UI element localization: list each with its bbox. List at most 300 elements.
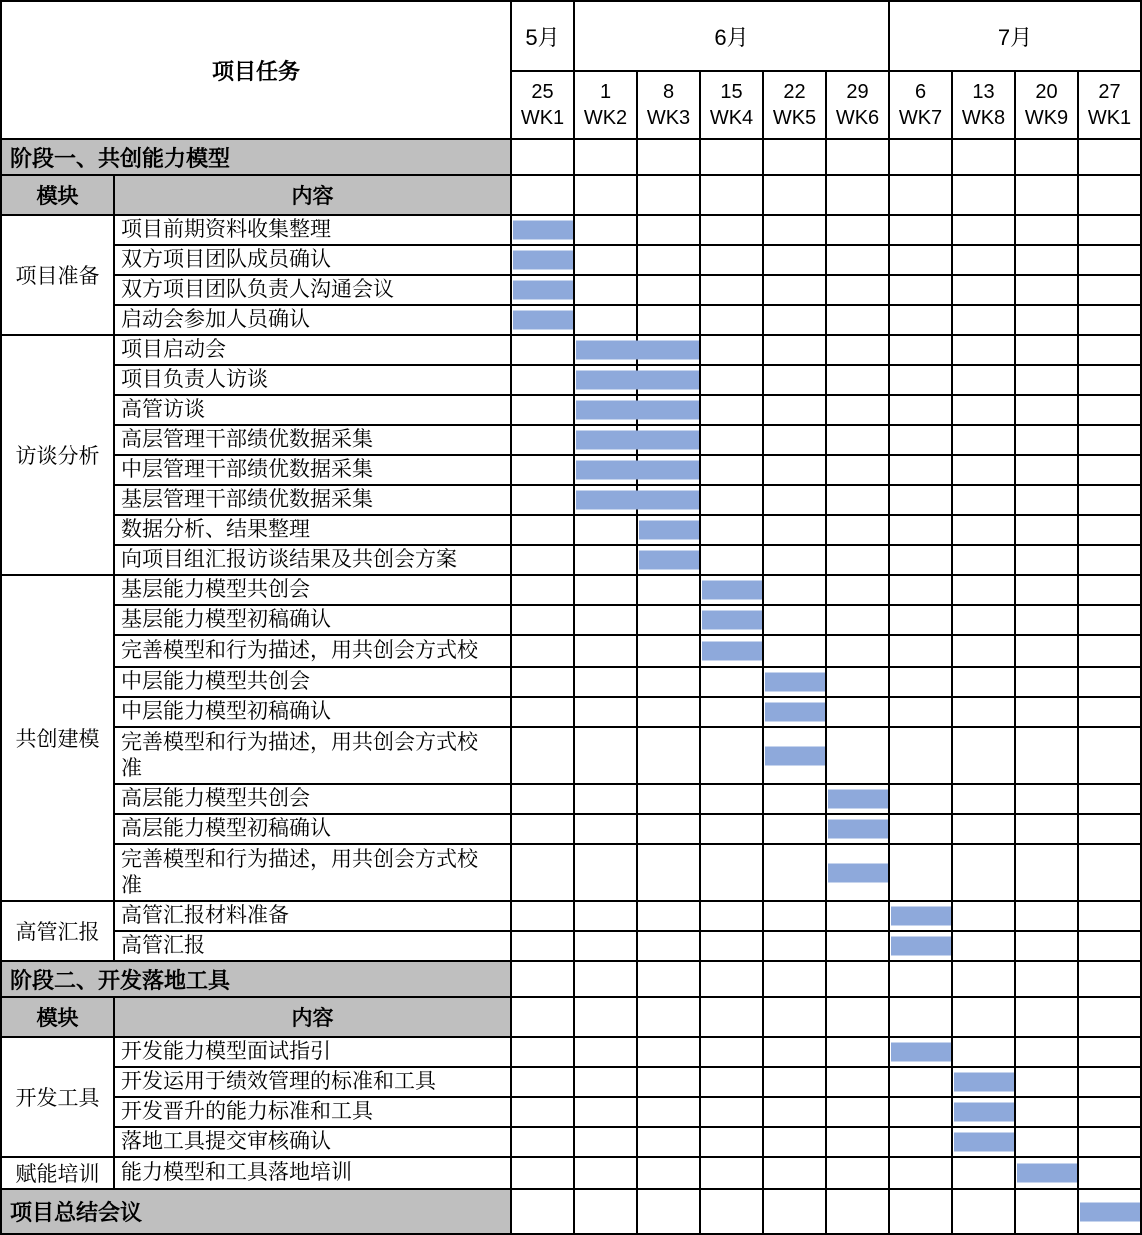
gantt-grid-cell [826, 425, 889, 455]
gantt-grid-cell [763, 727, 826, 784]
gantt-grid-cell [952, 901, 1015, 931]
task-content-text: 向项目组汇报访谈结果及共创会方案 [121, 548, 457, 571]
gantt-bar [576, 401, 699, 420]
task-content-text: 完善模型和行为描述，用共创会方式校 [121, 639, 478, 662]
gantt-grid-cell [889, 575, 952, 605]
task-content-text: 基层管理干部绩优数据采集 [121, 488, 373, 511]
gantt-grid-cell [826, 485, 889, 515]
gantt-grid-cell [1078, 784, 1141, 814]
week-number: WK1 [1087, 107, 1132, 129]
gantt-grid-cell [763, 961, 826, 997]
gantt-bar [513, 281, 573, 300]
task-content-cell [114, 1097, 511, 1127]
gantt-grid-cell [511, 1127, 574, 1157]
task-content-text: 开发运用于绩效管理的标准和工具 [121, 1070, 436, 1093]
gantt-grid-cell [511, 515, 574, 545]
gantt-grid-cell [1078, 605, 1141, 635]
gantt-grid-cell [826, 844, 889, 901]
task-content-cell [114, 275, 511, 305]
gantt-grid-cell [889, 931, 952, 961]
gantt-grid-cell [763, 485, 826, 515]
gantt-grid-cell [826, 545, 889, 575]
gantt-grid-cell [952, 844, 1015, 901]
gantt-grid-cell [511, 335, 574, 365]
task-content-text: 双方项目团队成员确认 [121, 248, 331, 271]
gantt-grid-cell [511, 635, 574, 667]
gantt-grid-cell [511, 215, 574, 245]
task-content-text: 开发能力模型面试指引 [121, 1040, 331, 1063]
gantt-grid-cell [574, 931, 637, 961]
gantt-grid-cell [700, 1127, 763, 1157]
gantt-grid-cell [952, 139, 1015, 175]
gantt-bar [702, 642, 762, 661]
gantt-bar [513, 311, 573, 330]
week-date: 6 [914, 81, 927, 103]
week-header [1015, 71, 1078, 139]
task-content-text: 落地工具提交审核确认 [121, 1130, 331, 1153]
gantt-grid-cell [1078, 395, 1141, 425]
gantt-grid-cell [574, 961, 637, 997]
task-content-cell [114, 425, 511, 455]
gantt-grid-cell [889, 365, 952, 395]
gantt-grid-cell [826, 575, 889, 605]
gantt-grid-cell [1015, 931, 1078, 961]
gantt-grid-cell [700, 455, 763, 485]
gantt-grid-cell [889, 275, 952, 305]
gantt-grid-cell [574, 1157, 637, 1189]
gantt-grid-cell [889, 1037, 952, 1067]
gantt-grid-cell [511, 1067, 574, 1097]
week-date: 15 [720, 81, 743, 103]
gantt-grid-cell [1015, 575, 1078, 605]
gantt-bar [828, 790, 888, 809]
gantt-grid-cell [826, 931, 889, 961]
gantt-grid-cell [826, 901, 889, 931]
gantt-grid-cell [574, 395, 637, 425]
gantt-grid-cell [952, 305, 1015, 335]
gantt-grid-cell [511, 245, 574, 275]
gantt-grid-cell [952, 635, 1015, 667]
week-number: WK6 [835, 107, 880, 129]
task-content-text: 基层能力模型共创会 [121, 578, 310, 601]
gantt-grid-cell [763, 635, 826, 667]
gantt-grid-cell [574, 139, 637, 175]
gantt-grid-cell [1015, 275, 1078, 305]
gantt-bar [1080, 1202, 1140, 1221]
gantt-grid-cell [637, 1157, 700, 1189]
gantt-bar [828, 820, 888, 839]
gantt-grid-cell [1015, 175, 1078, 215]
task-content-text: 中层管理干部绩优数据采集 [121, 458, 373, 481]
gantt-bar [639, 521, 699, 540]
gantt-grid-cell [511, 1037, 574, 1067]
task-content-cell [114, 931, 511, 961]
task-content-text: 双方项目团队负责人沟通会议 [121, 278, 394, 301]
task-content-cell [114, 485, 511, 515]
gantt-grid-cell [889, 1067, 952, 1097]
gantt-grid-cell [889, 635, 952, 667]
gantt-grid-cell [700, 275, 763, 305]
gantt-grid-cell [511, 961, 574, 997]
gantt-grid-cell [574, 1189, 637, 1234]
task-content-text: 启动会参加人员确认 [121, 308, 310, 331]
gantt-grid-cell [889, 1157, 952, 1189]
gantt-grid-cell [700, 635, 763, 667]
gantt-grid-cell [826, 961, 889, 997]
gantt-grid-cell [1078, 425, 1141, 455]
gantt-grid-cell [1078, 635, 1141, 667]
task-content-text: 高层管理干部绩优数据采集 [121, 428, 373, 451]
gantt-grid-cell [574, 245, 637, 275]
gantt-grid-cell [574, 365, 637, 395]
gantt-grid-cell [574, 335, 637, 365]
gantt-grid-cell [1015, 395, 1078, 425]
gantt-grid-cell [952, 605, 1015, 635]
week-header [637, 71, 700, 139]
gantt-grid-cell [1078, 515, 1141, 545]
gantt-grid-cell [1015, 727, 1078, 784]
week-date: 1 [599, 81, 612, 103]
week-date: 20 [1035, 81, 1058, 103]
task-content-text: 项目负责人访谈 [121, 368, 268, 391]
gantt-grid-cell [700, 1067, 763, 1097]
gantt-grid-cell [952, 425, 1015, 455]
gantt-grid-cell [952, 1037, 1015, 1067]
gantt-grid-cell [952, 245, 1015, 275]
gantt-grid-cell [889, 997, 952, 1037]
week-header [1078, 71, 1141, 139]
gantt-grid-cell [511, 997, 574, 1037]
gantt-grid-cell [889, 1189, 952, 1234]
gantt-grid-cell [1015, 667, 1078, 697]
gantt-grid-cell [763, 1189, 826, 1234]
gantt-grid-cell [637, 275, 700, 305]
gantt-grid-cell [574, 275, 637, 305]
month-header: 5月 [511, 1, 574, 71]
gantt-grid-cell [511, 784, 574, 814]
week-header [700, 71, 763, 139]
gantt-bar [576, 341, 699, 360]
gantt-grid-cell [700, 175, 763, 215]
gantt-grid-cell [1078, 1157, 1141, 1189]
gantt-grid-cell [1015, 1097, 1078, 1127]
gantt-grid-cell [700, 931, 763, 961]
gantt-grid-cell [1015, 335, 1078, 365]
gantt-grid-cell [574, 697, 637, 727]
gantt-grid-cell [1015, 1157, 1078, 1189]
gantt-grid-cell [574, 1067, 637, 1097]
gantt-grid-cell [574, 545, 637, 575]
gantt-grid-cell [1078, 814, 1141, 844]
gantt-grid-cell [763, 395, 826, 425]
gantt-grid-cell [826, 1157, 889, 1189]
month-header: 7月 [889, 1, 1141, 71]
gantt-grid-cell [511, 365, 574, 395]
gantt-grid-cell [952, 784, 1015, 814]
gantt-grid-cell [826, 305, 889, 335]
task-content-text: 高层能力模型共创会 [121, 787, 310, 810]
gantt-grid-cell [700, 545, 763, 575]
gantt-grid-cell [700, 485, 763, 515]
content-column-header: 内容 [114, 175, 511, 215]
gantt-grid-cell [1078, 215, 1141, 245]
gantt-grid-cell [1078, 697, 1141, 727]
task-content-text: 高管汇报 [121, 934, 205, 957]
task-content-cell [114, 335, 511, 365]
gantt-grid-cell [952, 175, 1015, 215]
gantt-grid-cell [511, 1097, 574, 1127]
gantt-grid-cell [763, 245, 826, 275]
gantt-grid-cell [511, 1157, 574, 1189]
gantt-grid-cell [637, 697, 700, 727]
gantt-grid-cell [700, 395, 763, 425]
gantt-grid-cell [637, 997, 700, 1037]
week-header [952, 71, 1015, 139]
week-date: 27 [1098, 81, 1121, 103]
task-content-cell [114, 814, 511, 844]
gantt-bar [828, 863, 888, 882]
gantt-bar [891, 1043, 951, 1062]
gantt-grid-cell [826, 139, 889, 175]
gantt-grid-cell [952, 961, 1015, 997]
task-content-cell [114, 784, 511, 814]
task-content-cell [114, 667, 511, 697]
week-number: WK1 [520, 107, 565, 129]
gantt-grid-cell [511, 455, 574, 485]
gantt-grid-cell [1078, 139, 1141, 175]
gantt-grid-cell [1078, 844, 1141, 901]
gantt-bar [702, 581, 762, 600]
gantt-grid-cell [889, 667, 952, 697]
week-number: WK8 [961, 107, 1006, 129]
gantt-grid-cell [511, 485, 574, 515]
gantt-grid-cell [574, 455, 637, 485]
gantt-bar [576, 461, 699, 480]
gantt-grid-cell [889, 1127, 952, 1157]
gantt-grid-cell [889, 605, 952, 635]
gantt-grid-cell [511, 844, 574, 901]
gantt-grid-cell [826, 335, 889, 365]
gantt-grid-cell [952, 365, 1015, 395]
gantt-grid-cell [889, 455, 952, 485]
gantt-grid-cell [637, 1067, 700, 1097]
gantt-grid-cell [511, 575, 574, 605]
gantt-grid-cell [952, 395, 1015, 425]
gantt-grid-cell [700, 139, 763, 175]
task-content-cell [114, 305, 511, 335]
gantt-grid-cell [511, 275, 574, 305]
gantt-grid-cell [1078, 455, 1141, 485]
gantt-grid-cell [889, 814, 952, 844]
gantt-grid-cell [889, 485, 952, 515]
gantt-grid-cell [889, 245, 952, 275]
gantt-bar [891, 937, 951, 956]
gantt-grid-cell [826, 175, 889, 215]
gantt-grid-cell [1078, 667, 1141, 697]
gantt-bar [954, 1103, 1014, 1122]
gantt-grid-cell [889, 305, 952, 335]
gantt-grid-cell [511, 931, 574, 961]
gantt-grid-cell [1078, 997, 1141, 1037]
gantt-grid-cell [1015, 1189, 1078, 1234]
gantt-grid-cell [1015, 605, 1078, 635]
week-number: WK3 [646, 107, 691, 129]
gantt-grid-cell [1078, 1037, 1141, 1067]
gantt-grid-cell [763, 784, 826, 814]
task-content-cell [114, 365, 511, 395]
gantt-grid-cell [826, 395, 889, 425]
gantt-grid-cell [700, 961, 763, 997]
gantt-grid-cell [574, 175, 637, 215]
week-number: WK2 [583, 107, 628, 129]
gantt-grid-cell [952, 727, 1015, 784]
module-cell: 共创建模 [1, 575, 114, 901]
gantt-bar [954, 1133, 1014, 1152]
task-content-cell [114, 395, 511, 425]
gantt-grid-cell [700, 784, 763, 814]
week-number: WK7 [898, 107, 943, 129]
gantt-grid-cell [826, 997, 889, 1037]
gantt-grid-cell [952, 997, 1015, 1037]
task-content-text: 项目启动会 [121, 338, 226, 361]
task-content-cell [114, 545, 511, 575]
module-cell: 高管汇报 [1, 901, 114, 961]
gantt-grid-cell [637, 961, 700, 997]
gantt-grid-cell [889, 901, 952, 931]
task-content-cell [114, 455, 511, 485]
gantt-grid-cell [574, 215, 637, 245]
task-content-text: 高管访谈 [121, 398, 205, 421]
gantt-grid-cell [826, 605, 889, 635]
gantt-grid-cell [1078, 275, 1141, 305]
gantt-grid-cell [1078, 305, 1141, 335]
gantt-grid-cell [952, 575, 1015, 605]
gantt-grid-cell [763, 697, 826, 727]
gantt-grid-cell [763, 1037, 826, 1067]
gantt-grid-cell [1078, 575, 1141, 605]
gantt-grid-cell [763, 901, 826, 931]
month-header: 6月 [574, 1, 889, 71]
task-content-text: 中层能力模型共创会 [121, 670, 310, 693]
gantt-grid-cell [763, 1157, 826, 1189]
gantt-grid-cell [826, 515, 889, 545]
task-content-cell [114, 635, 511, 667]
gantt-grid-cell [1078, 931, 1141, 961]
gantt-grid-cell [700, 1097, 763, 1127]
gantt-grid-cell [1015, 1127, 1078, 1157]
gantt-grid-cell [763, 814, 826, 844]
gantt-grid-cell [826, 215, 889, 245]
gantt-grid-cell [889, 784, 952, 814]
week-date: 25 [531, 81, 554, 103]
gantt-grid-cell [574, 667, 637, 697]
gantt-grid-cell [637, 139, 700, 175]
gantt-grid-cell [700, 335, 763, 365]
gantt-grid-cell [511, 605, 574, 635]
gantt-grid-cell [826, 1127, 889, 1157]
gantt-grid-cell [1078, 245, 1141, 275]
gantt-grid-cell [952, 1157, 1015, 1189]
phase-section-label: 阶段二、开发落地工具 [1, 961, 511, 997]
gantt-grid-cell [574, 727, 637, 784]
module-cell: 项目准备 [1, 215, 114, 335]
gantt-grid-cell [826, 1067, 889, 1097]
gantt-grid-cell [574, 305, 637, 335]
gantt-grid-cell [1015, 844, 1078, 901]
week-date: 8 [662, 81, 675, 103]
gantt-bar [891, 907, 951, 926]
gantt-grid-cell [511, 697, 574, 727]
gantt-grid-cell [637, 575, 700, 605]
gantt-grid-cell [1015, 245, 1078, 275]
gantt-grid-cell [574, 425, 637, 455]
task-content-cell [114, 844, 511, 901]
gantt-grid-cell [511, 1189, 574, 1234]
gantt-grid-cell [1015, 997, 1078, 1037]
gantt-grid-cell [1015, 485, 1078, 515]
task-content-text: 数据分析、结果整理 [121, 518, 310, 541]
gantt-grid-cell [826, 697, 889, 727]
gantt-grid-cell [1078, 485, 1141, 515]
gantt-grid-cell [826, 1037, 889, 1067]
gantt-grid-cell [637, 1127, 700, 1157]
gantt-grid-cell [1015, 305, 1078, 335]
gantt-grid-cell [952, 1067, 1015, 1097]
gantt-bar [765, 746, 825, 765]
gantt-grid-cell [763, 515, 826, 545]
gantt-grid-cell [1015, 215, 1078, 245]
gantt-grid-cell [826, 1189, 889, 1234]
gantt-grid-cell [1015, 365, 1078, 395]
gantt-grid-cell [826, 275, 889, 305]
gantt-grid-cell [763, 605, 826, 635]
gantt-grid-cell [763, 215, 826, 245]
module-column-header: 模块 [1, 997, 114, 1037]
gantt-grid-cell [637, 784, 700, 814]
gantt-bar [576, 431, 699, 450]
module-cell: 赋能培训 [1, 1157, 114, 1189]
gantt-grid-cell [637, 605, 700, 635]
task-content-cell [114, 1127, 511, 1157]
gantt-grid-cell [1015, 455, 1078, 485]
task-content-cell [114, 245, 511, 275]
gantt-bar [765, 673, 825, 692]
gantt-grid-cell [574, 515, 637, 545]
gantt-grid-cell [637, 667, 700, 697]
gantt-grid-cell [763, 365, 826, 395]
task-content-cell [114, 697, 511, 727]
week-date: 22 [783, 81, 806, 103]
module-cell: 开发工具 [1, 1037, 114, 1157]
week-header [763, 71, 826, 139]
gantt-grid-cell [1015, 1067, 1078, 1097]
gantt-grid-cell [826, 1097, 889, 1127]
task-content-cell [114, 215, 511, 245]
task-content-text: 中层能力模型初稿确认 [121, 700, 331, 723]
summary-section-label: 项目总结会议 [1, 1189, 511, 1234]
task-content-cell [114, 605, 511, 635]
gantt-grid-cell [763, 844, 826, 901]
gantt-grid-cell [763, 175, 826, 215]
gantt-grid-cell [511, 175, 574, 215]
gantt-grid-cell [1015, 425, 1078, 455]
gantt-grid-cell [574, 1097, 637, 1127]
gantt-grid-cell [826, 727, 889, 784]
gantt-grid-cell [763, 139, 826, 175]
gantt-grid-cell [1078, 335, 1141, 365]
project-tasks-header: 项目任务 [1, 1, 511, 139]
gantt-grid-cell [700, 844, 763, 901]
